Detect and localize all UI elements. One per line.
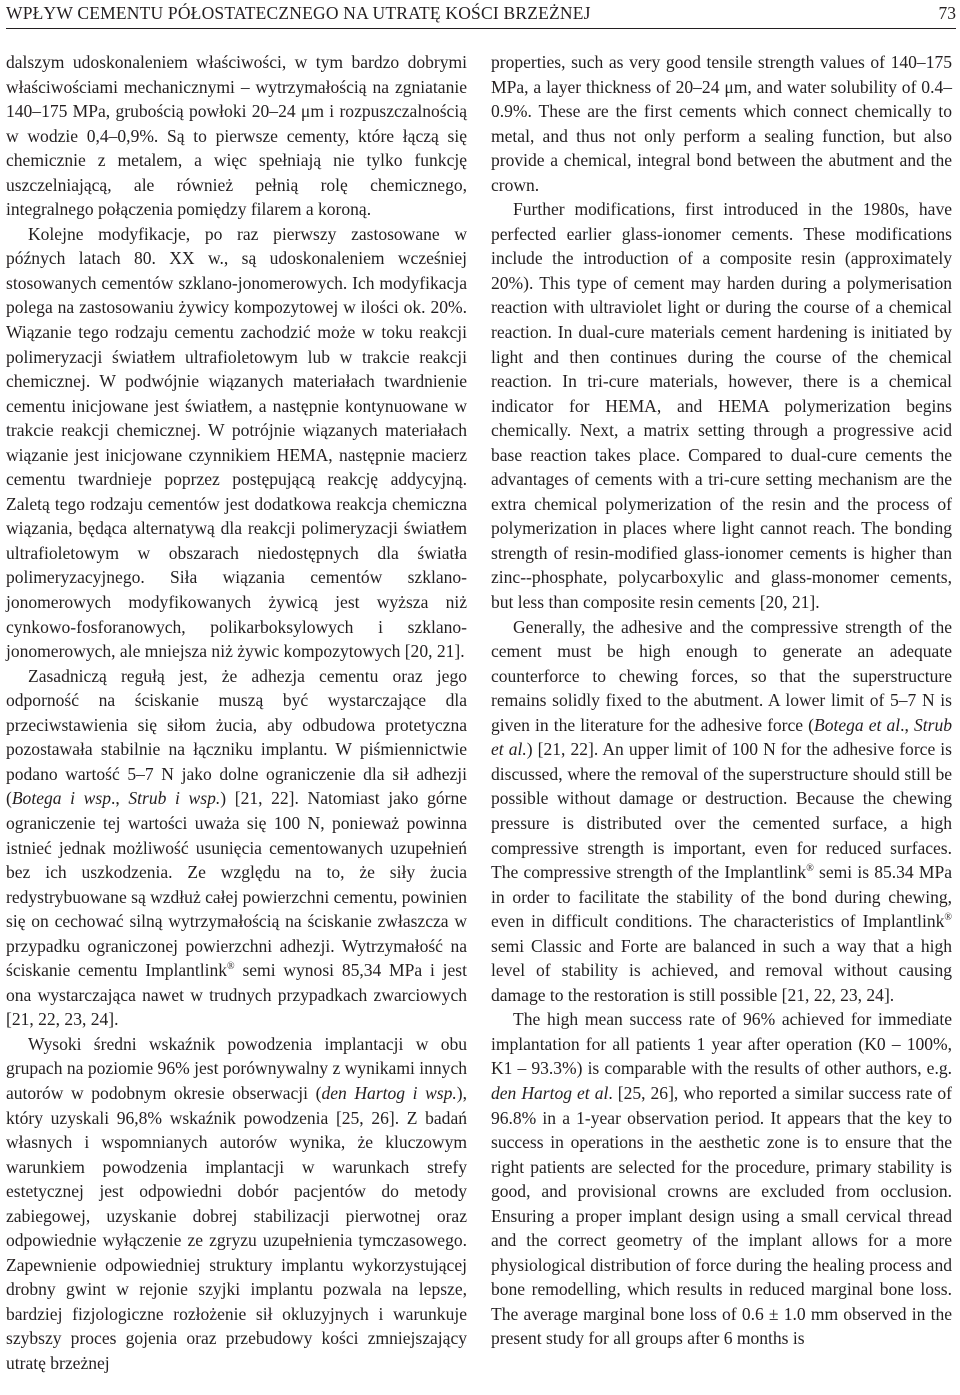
paragraph: [491, 615, 952, 1008]
text-run: semi wynosi 85,34 MPa i jest ona wystarczająca nawet w trudnych przypadkach zwarciowych [21, 22, 23, 24].: [6, 960, 467, 1030]
text-run: Further modifications, first introduced in the 1980s, have perfected earlier glass-ionomer cements. These modifications include the introduction of a composite resin (approximately 20%). This type of cement may harden during a polymerisation reaction with ultraviolet light or during the course of a chemical reaction. In dual-cure materials cement hardening is initiated by light and then continues during the course of the chemical reaction. In tri-cure materials, however, there is a chemical indicator for HEMA, and HEMA polymerization begins chemically. Next, a matrix setting through a progressive acid base reaction takes place. Compared to dual-cure cements the advantages of cements with a tri-cure setting mechanism are the extra chemical polymerization of the resin and the process of polymerization in places where light cannot reach. The bonding strength of resin-modified glass-ionomer cements is higher than zinc--phosphate, polycarboxylic and glass-monomer cements, but less than composite resin cements [20, 21].: [491, 199, 952, 613]
text-run: properties, such as very good tensile strength values of 140–175 MPa, a layer thickness of 20–24 μm, and water solubility of 0.4–0.9%. These are the first cements which connect chemically to metal, and thus not only perform a sealing function, but also provide a chemical, integral bond between the abutment and the crown.: [491, 52, 952, 195]
text-run: .,: [110, 788, 129, 809]
text-run: Generally, the adhesive and the compressive strength of the cement must be high enough to generate an adequate counterforce to chewing forces, so that the superstructure remains solidly fixed to the abutment. A lower limit of 5–7 N is given in the literature for the adhesive force (: [491, 616, 952, 735]
text-run: Kolejne modyfikacje, po raz pierwszy zastosowane w późnych latach 80. XX w., są udoskonaleniem wcześniej stosowanych cementów szklano-jonomerowych. Ich modyfikacja polega na zastosowaniu żywicy kompozytowej w ilości ok. 20%. Wiązanie tego rodzaju cementu zachodzić może w toku reakcji polimeryzacji światłem ultrafioletowym lub w trakcie reakcji chemicznej. W podwójnie wiązanych materiałach twardnienie cementu inicjowane jest światłem, a następnie kontynuowane w trakcie reakcji chemicznej. W potrójnie wiązanych materiałach wiązanie jest inicjowane czynnikiem HEMA, następnie macierz cementu twardnieje poprzez postępującą reakcję addycyjną. Zaletą tego rodzaju cementów jest dodatkowa reakcja chemiczna wiązania, będąca alternatywą dla reakcji polimeryzacji światłem ultrafioletowym w obszarach niedostępnych dla światła polimeryzacyjnego. Siła wiązania cementów szklano-jonomerowych modyfikowanych żywicą jest wyższa niż cynkowo-fosforanowych, polikarboksylowych i szklano-jonomerowych, ale mniejsza niż żywic kompozytowych [20, 21].: [6, 223, 467, 662]
text-run: semi is 85.34 MPa in order to facilitate the stability of the bond during chewing, even in difficult conditions. The characteristics of Implantlink: [491, 862, 952, 932]
text-run: ) [21, 22]. Natomiast jako górne ograniczenie tej wartości uważa się 100 N, ponieważ powinna istnieć jednak możliwość usunięcia cementowanych uzupełnień bez ich uszkodzenia. Ze względu na to, że siły żucia redystrybuowane są wzdłuż całej powierzchni cementu, powinien się on cechować silną wytrzymałością na ściskanie zwłaszcza w przypadku ograniczonej powierzchni adhezji. Wytrzymałość na ściskanie cementu Implantlink: [6, 788, 468, 981]
paragraph: [6, 222, 467, 664]
citation-italic: den Hartog i wsp.: [321, 1082, 457, 1103]
running-title: WPŁYW CEMENTU PÓŁOSTATECZNEGO NA UTRATĘ KOŚCI BRZEŻNEJ: [6, 3, 591, 23]
registered-mark: ®: [227, 961, 235, 973]
text-run: . [25, 26], who reported a similar success rate of 96.8% in a 1-year observation period. It appears that the key to success in operations in the aesthetic zone is to ensure that the right patients are selected for the procedure, primary stability is good, and provisional crowns are excluded from occlusion. Ensuring a proper implant design using a small cervical thread and the correct geometry of the implant allows for a more physiological distribution of force during the healing process and bone remodelling, which results in reduced marginal bone loss. The average marginal bone loss of 0.6 ± 1.0 mm observed in the present study for all groups after 6 months is: [491, 1082, 952, 1349]
text-run: dalszym udoskonaleniem właściwości, w tym bardzo dobrymi właściwościami mechanicznymi – wytrzymałością na zgniatanie 140–175 MPa, grubością powłoki 20–24 μm i rozpuszczalnością w wodzie 0,4–0,9%. Są to pierwsze cementy, które łączą się chemicznie z metalem, a więc spełniają nie tylko funkcję uszczelniającą, ale również pełnią rolę chemicznego, integralnego połączenia pomiędzy filarem a koroną.: [6, 52, 467, 220]
registered-mark: ®: [944, 912, 952, 924]
text-run: The high mean success rate of 96% achieved for immediate implantation for all patients 1 year after operation (K0 – 100%, K1 – 93.3%) is comparable with the results of other authors, e.g.: [491, 1009, 952, 1079]
paragraph: [491, 1007, 952, 1351]
registered-mark: ®: [806, 863, 814, 875]
text-run: .,: [900, 714, 914, 735]
paragraph: [491, 197, 952, 614]
running-header: [6, 0, 956, 29]
citation-italic: Botega et al: [814, 714, 901, 735]
text-run: ), który uzyskali 96,8% wskaźnik powodzenia [25, 26]. Z badań własnych i wspomnianych autorów wynika, że kluczowym warunkiem powodzenia implantacji w warunkach strefy estetycznej jest odpowiedni dobór pacjentów do metody zabiegowej, uzyskanie dobrej stabilizacji pierwotnej oraz odpowiednie wyłączenie ze zgryzu uzupełnienia tymczasowego. Zapewnienie odpowiedniej struktury implantu wykorzystującej drobny gwint w rejonie szyjki implantu pozwala na lepsze, bardziej fizjologiczne rozłożenie sił okluzyjnych i warunkuje szybszy proces gojenia oraz przebudowy kości zmniejszający utratę brzeżnej: [6, 1082, 467, 1373]
paragraph: [491, 50, 952, 197]
text-run: ) [21, 22]. An upper limit of 100 N for the adhesive force is discussed, where the removal of the superstructure should still be possible without damage or destruction. Because the chewing pressure is distributed over the cemented surface, a high compressive strength is important, even for reduced surfaces. The compressive strength of the Implantlink: [491, 739, 952, 883]
left-column-polish: [6, 50, 467, 1376]
paragraph: [6, 1032, 467, 1376]
page-number: 73: [938, 3, 956, 23]
citation-italic: Strub et al.: [491, 714, 952, 760]
right-column-english: [491, 50, 952, 1351]
citation-italic: Botega i wsp: [11, 788, 111, 809]
text-run: Wysoki średni wskaźnik powodzenia implantacji w obu grupach na poziomie 96% jest porównywalny z wynikami innych autorów w podobnym okresie obserwacji (: [6, 1033, 467, 1103]
text-run: semi Classic and Forte are balanced in such a way that a high level of stability is achieved, and removal without causing damage to the restoration is still possible [21, 22, 23, 24].: [491, 935, 952, 1005]
citation-italic: den Hartog et al: [491, 1082, 609, 1103]
citation-italic: Strub i wsp.: [128, 788, 221, 809]
text-run: Zasadniczą regułą jest, że adhezja cementu oraz jego odporność na ściskanie muszą być wystarczające dla przeciwstawienia się siłom żucia, aby odbudowa protetyczna pozostawała stabilnie na łączniku implantu. W piśmiennictwie podano wartość 5–7 N jako dolne ograniczenie dla sił adhezji (: [6, 665, 467, 809]
paragraph: [6, 50, 467, 222]
paragraph: [6, 664, 467, 1032]
